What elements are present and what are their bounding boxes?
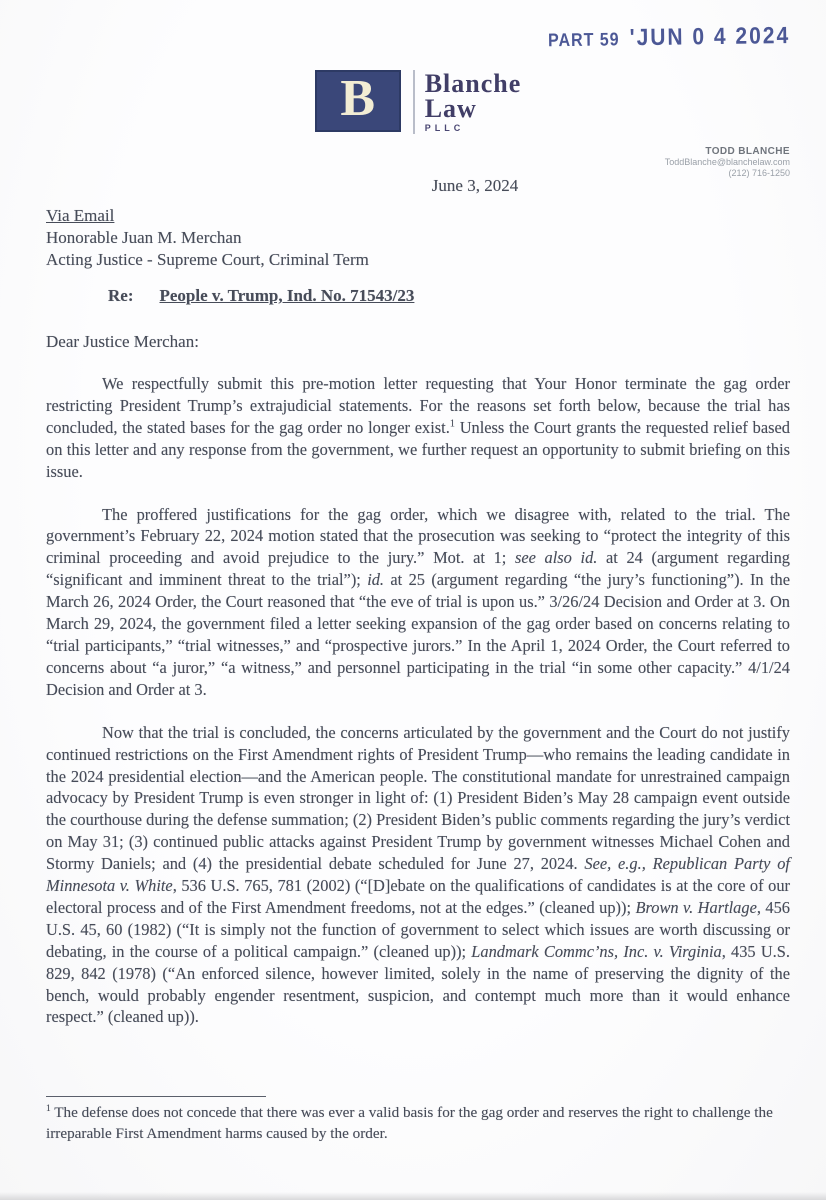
re-case-caption: People v. Trump, Ind. No. 71543/23 <box>159 286 415 305</box>
recipient-name: Honorable Juan M. Merchan <box>46 228 242 247</box>
recipient-block <box>46 205 790 271</box>
logo-divider <box>413 70 415 134</box>
stamp-part-label: PART 59 <box>547 30 620 51</box>
attorney-email: ToddBlanche@blanchelaw.com <box>664 157 790 167</box>
firm-name-block <box>425 70 522 134</box>
body-paragraph: The proffered justifications for the gag order, which we disagree with, related to the trial. The government’s February 22, 2024 motion stated that the prosecution was seeking to “protect the integrity of this criminal proceeding and avoid prejudice to the jury.” Mot. at 1; see also id. at 24 (argument regarding “significant and imminent threat to the trial”); id. at 25 (argument regarding “the jury’s functioning”). In the March 26, 2024 Order, the Court reasoned that “the eve of trial is upon us.” 3/26/24 Decision and Order at 3. On March 29, 2024, the government filed a letter seeking expansion of the gag order based on concerns relating to “trial participants,” “trial witnesses,” and “prospective jurors.” In the April 1, 2024 Order, the Court referred to concerns about “a juror,” “a witness,” and personnel participating in the trial “in some other capacity.” 4/1/24 Decision and Order at 3. <box>46 504 790 699</box>
logo-letter: B <box>340 70 376 127</box>
footnote-block <box>46 1096 790 1200</box>
re-label: Re: <box>108 286 134 305</box>
body-paragraph: Now that the trial is concluded, the concerns articulated by the government and the Court do not justify continued restrictions on the First Amendment rights of President Trump—who remains the leading candidate in the 2024 presidential election—and the American people. The constitutional mandate for unrestrained campaign advocacy by President Trump is even stronger in light of: (1) President Biden’s May 28 campaign event outside the courthouse during the defense summation; (2) President Biden’s public comments regarding the jury’s verdict on May 31; (3) continued public attacks against President Trump by government witnesses Michael Cohen and Stormy Daniels; and (4) the presidential debate scheduled for June 27, 2024. See, e.g., Republican Party of Minnesota v. White, 536 U.S. 765, 781 (2002) (“[D]ebate on the qualifications of candidates is at the core of our electoral process and of the First Amendment freedoms, not at the edges.” (cleaned up)); Brown v. Hartlage, 456 U.S. 45, 60 (1982) (“It is simply not the function of government to select which issues are worth discussing or debating, in the course of a political campaign.” (cleaned up)); Landmark Commc’ns, Inc. v. Virginia, 435 U.S. 829, 842 (1978) (“An enforced silence, however limited, solely in the name of preserving the dignity of the bench, would probably engender resentment, suspicion, and contempt much more than it would enhance respect.” (cleaned up)). <box>46 722 791 1027</box>
footnote-separator <box>46 1096 266 1097</box>
salutation: Dear Justice Merchan: <box>46 332 199 351</box>
recipient-title: Acting Justice - Supreme Court, Criminal Term <box>46 250 369 269</box>
attorney-contact-block <box>665 146 790 179</box>
stamp-date-label: 'JUN 0 4 2024 <box>629 22 791 51</box>
re-line <box>46 286 790 306</box>
firm-logo-icon <box>315 70 401 132</box>
attorney-phone: (212) 716-1250 <box>728 168 790 178</box>
date-line: June 3, 2024 <box>431 176 519 195</box>
body-paragraph: We respectfully submit this pre-motion letter requesting that Your Honor terminate the gag order restricting President Trump’s extrajudicial statements. For the reasons set forth below, because the trial has concluded, the stated bases for the gag order no longer exist.$^1$ Unless the Court grants the requested relief based on this letter and any response from the government, we further request an opportunity to submit briefing on this issue. <box>46 374 790 481</box>
via-email-line: Via Email <box>46 206 115 225</box>
firm-name-line2: Law <box>424 94 477 123</box>
attorney-name: TODD BLANCHE <box>705 146 790 157</box>
firm-name-line1: Blanche <box>424 69 522 98</box>
footnote-text: $^1$ The defense does not concede that there was ever a valid basis for the gag order and reserves the right to challenge the irreparable First Amendment harms caused by the order. <box>46 1103 773 1142</box>
firm-suffix: PLLC <box>424 123 465 133</box>
page-bottom-edge <box>0 1192 826 1200</box>
court-received-stamp <box>548 24 791 51</box>
letterhead <box>46 70 790 134</box>
